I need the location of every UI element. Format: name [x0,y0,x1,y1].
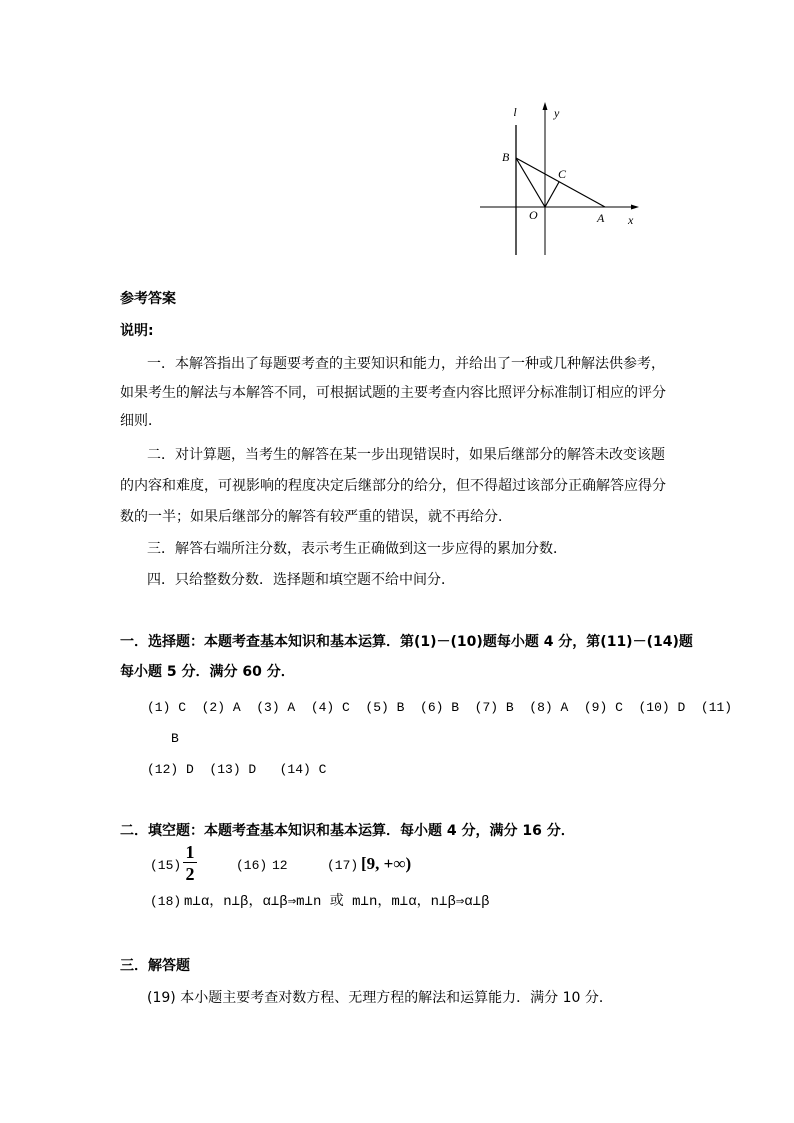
q16-label: (16) [236,858,268,873]
label-y: y [554,106,560,120]
note-1-line-3: 细则． [120,413,162,429]
note-2-line-3: 数的一半；如果后继部分的解答有较严重的错误，就不再给分． [120,509,512,525]
label-B: B [502,150,510,164]
note-1-line-1: 一．本解答指出了每题要考查的主要知识和能力，并给出了一种或几种解法供参考， [147,356,665,372]
q18-label: (18) [150,894,182,909]
segment-BA [516,158,605,207]
q18-answer: m⊥α，n⊥β，α⊥β⇒m⊥n 或 m⊥n，m⊥α，n⊥β⇒α⊥β [184,894,490,910]
q16-answer: 12 [272,858,288,873]
q15-numerator: 1 [183,843,197,863]
q17-label: (17) [327,858,359,873]
section1-heading-line1: 一．选择题：本题考查基本知识和基本运算．第(1)－(10)题每小题 4 分，第(11)－(14)题 [120,634,693,650]
q15-label: (15) [150,858,182,873]
section3-heading: 三．解答题 [120,958,190,974]
note-1-line-2: 如果考生的解法与本解答不同，可根据试题的主要考查内容比照评分标准制订相应的评分 [120,385,666,401]
segment-OC [545,182,559,207]
label-O: O [529,208,538,222]
label-A: A [597,211,605,225]
section2-heading: 二．填空题：本题考查基本知识和基本运算．每小题 4 分，满分 16 分． [120,823,575,839]
reference-answer-title: 参考答案 [120,291,176,307]
q15-denominator: 2 [185,864,195,884]
q15-fraction [183,843,197,883]
x-axis-arrow-icon [631,205,639,210]
y-axis-arrow-icon [543,102,548,110]
label-l: l [513,105,517,119]
section1-answers-line1: (1) C (2) A (3) A (4) C (5) B (6) B (7) B (8) A (9) C (10) D (11) [147,700,733,715]
note-2-line-1: 二．对计算题，当考生的解答在某一步出现错误时，如果后继部分的解答未改变该题 [147,447,665,463]
section1-answers-line1-wrap: B [171,731,179,746]
section1-answers-line2: (12) D (13) D (14) C [147,762,327,777]
q19-description: (19) 本小题主要考查对数方程、无理方程的解法和运算能力．满分 10 分． [147,990,613,1006]
section1-heading-line2: 每小题 5 分．满分 60 分． [120,664,295,680]
q17-answer: [9, +∞) [361,854,412,873]
geometry-figure [470,95,650,265]
label-C: C [558,167,567,181]
notes-heading: 说明: [120,323,154,339]
label-x: x [628,213,634,227]
note-2-line-2: 的内容和难度，可视影响的程度决定后继部分的给分，但不得超过该部分正确解答应得分 [120,478,666,494]
note-3: 三．解答右端所注分数，表示考生正确做到这一步应得的累加分数． [147,541,567,557]
note-4: 四．只给整数分数．选择题和填空题不给中间分． [147,572,455,588]
